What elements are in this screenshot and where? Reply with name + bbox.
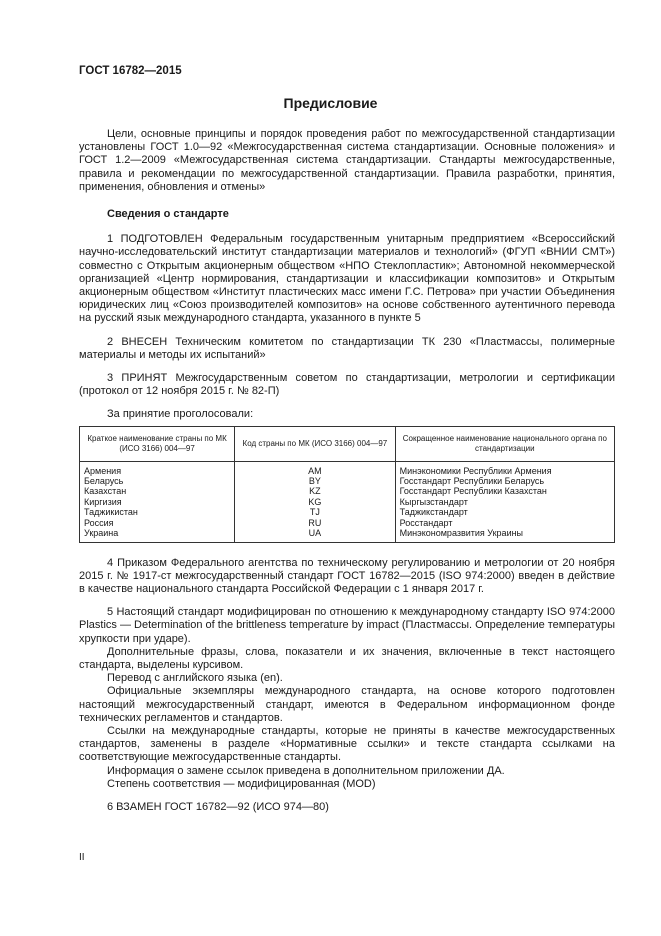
table-row [80, 486, 615, 496]
item-5-paragraph: 5 Настоящий стандарт модифицирован по отношению к международному стандарту ISO 974:2000 Plastics — Determination of the brittleness temperature by impact (Пластмассы. Определение температуры хрупкости при ударе). [79, 606, 615, 645]
table-header-row [80, 426, 615, 461]
table-header-country: Краткое наименование страны по МК (ИСО 3166) 004—97 [80, 426, 235, 461]
item-4-paragraph: 4 Приказом Федерального агентства по техническому регулированию и метрологии от 20 ноября 2015 г. № 1917-ст межгосударственный стандарт ГОСТ 16782—2015 (ISO 974:2000) введен в действие в качестве национального стандарта Российской Федерации с 1 января 2017 г. [79, 556, 615, 595]
table-row [80, 528, 615, 542]
table-cell-code: KZ [235, 486, 396, 496]
item-5-additional-phrases: Дополнительные фразы, слова, показатели и их значения, включенные в текст настоящего стандарта, выделены курсивом. [79, 645, 615, 671]
item-5-replacement-info: Информация о замене ссылок приведена в дополнительном приложении ДА. [107, 764, 505, 777]
table-header-body: Сокращенное наименование национального органа по стандартизации [395, 426, 614, 461]
table-cell-code: UA [235, 528, 396, 542]
table-row [80, 461, 615, 476]
item-1-paragraph: 1 ПОДГОТОВЛЕН Федеральным государственным унитарным предприятием «Всероссийский научно-исследовательский институт стандартизации материалов и технологий» (ФГУП «ВНИИ СМТ») совместно с Открытым акционерным обществом «НПО Стеклопластик»; Автономной некоммерческой организацией «Центр нормирования, стандартизации и классификации композитов» и Открытым акционерным обществом «Институт пластических масс имени Г.С. Петрова» при участии Объединения юридических лиц «Союз производителей композитов» на основе собственного аутентичного перевода на русский язык международного стандарта, указанного в пункте 5 [79, 233, 615, 325]
page-title: Предисловие [283, 95, 378, 111]
item-6-paragraph: 6 ВЗАМЕН ГОСТ 16782—92 (ИСО 974—80) [107, 800, 329, 813]
section-title: Сведения о стандарте [107, 208, 229, 221]
table-cell-code: KG [235, 497, 396, 507]
item-5-references: Ссылки на международные стандарты, которые не приняты в качестве межгосударственных стандартов, заменены в разделе «Нормативные ссылки» и тексте стандарта ссылками на соответствующие межгосударственные стандарты. [79, 724, 615, 764]
item-5-official-copies: Официальные экземпляры международного стандарта, на основе которого подготовлен настоящий межгосударственный стандарт, имеются в Федеральном информационном фонде технических регламентов и стандартов. [79, 685, 615, 724]
standard-header: ГОСТ 16782—2015 [79, 65, 182, 77]
table-row [80, 518, 615, 528]
table-cell-country: Киргизия [80, 497, 235, 507]
foreword-content [79, 128, 615, 814]
voting-table [79, 426, 615, 543]
voted-label: За принятие проголосовали: [107, 408, 254, 421]
table-header-code: Код страны по МК (ИСО 3166) 004—97 [235, 426, 396, 461]
item-5-translation: Перевод с английского языка (en). [107, 672, 283, 685]
item-5-conformity: Степень соответствия — модифицированная (MOD) [107, 777, 376, 790]
table-cell-country: Украина [80, 528, 235, 542]
table-cell-country: Россия [80, 518, 235, 528]
intro-paragraph: Цели, основные принципы и порядок проведения работ по межгосударственной стандартизации установлены ГОСТ 1.0—92 «Межгосударственная система стандартизации. Основные положения» и ГОСТ 1.2—2009 «Межгосударственная система стандартизации. Стандарты межгосударственные, правила и рекомендации по межгосударственной стандартизации. Правила разработки, принятия, применения, обновления и отмены» [79, 128, 615, 193]
page-number: II [79, 852, 85, 863]
table-cell-code: RU [235, 518, 396, 528]
item-2-paragraph: 2 ВНЕСЕН Техническим комитетом по стандартизации ТК 230 «Пластмассы, полимерные материалы и методы их испытаний» [79, 335, 615, 361]
table-cell-country: Беларусь [80, 476, 235, 486]
table-cell-body: Госстандарт Республики Казахстан [395, 486, 614, 496]
table-cell-code: AM [235, 461, 396, 476]
table-cell-code: TJ [235, 507, 396, 517]
table-cell-body: Кыргызстандарт [395, 497, 614, 507]
table-row [80, 507, 615, 517]
table-cell-body: Минэкономики Республики Армения [395, 461, 614, 476]
table-cell-country: Казахстан [80, 486, 235, 496]
table-cell-country: Армения [80, 461, 235, 476]
table-cell-body: Госстандарт Республики Беларусь [395, 476, 614, 486]
table-cell-country: Таджикистан [80, 507, 235, 517]
table-row [80, 476, 615, 486]
item-3-paragraph: 3 ПРИНЯТ Межгосударственным советом по стандартизации, метрологии и сертификации (протокол от 12 ноября 2015 г. № 82-П) [79, 372, 615, 398]
table-cell-body: Росстандарт [395, 518, 614, 528]
table-cell-body: Таджикстандарт [395, 507, 614, 517]
table-cell-code: BY [235, 476, 396, 486]
table-row [80, 497, 615, 507]
table-cell-body: Минэкономразвития Украины [395, 528, 614, 542]
